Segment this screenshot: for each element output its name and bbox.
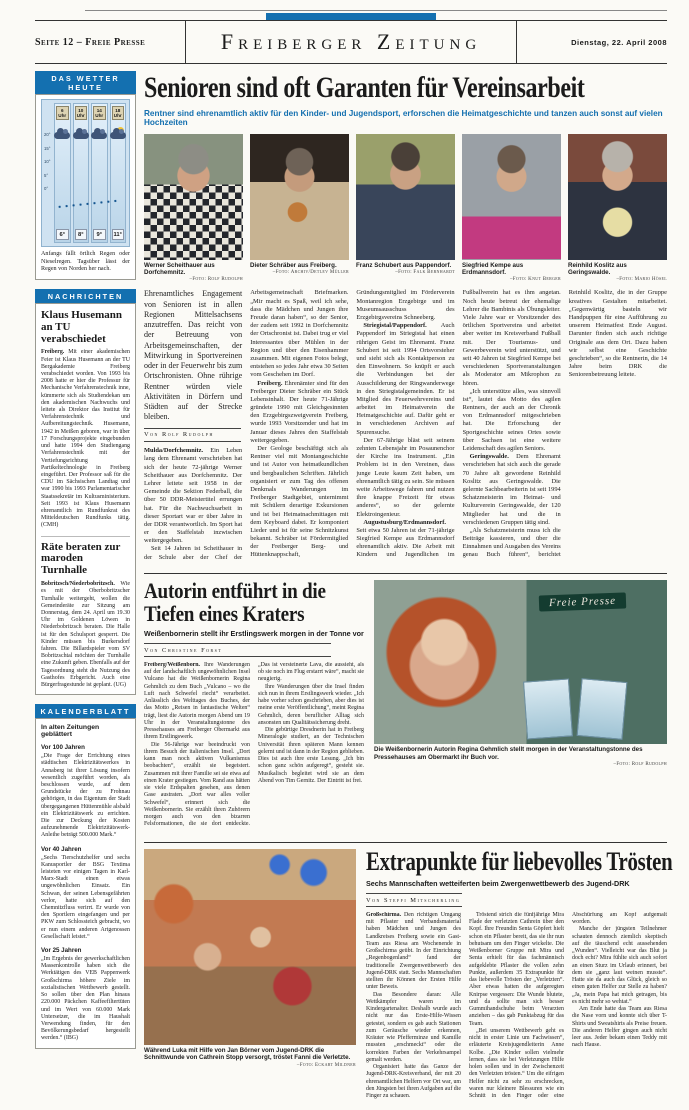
entry-heading: Vor 25 Jahren [41,947,82,955]
portrait-photo-schubert [356,134,455,260]
article-paragraph: Am Ende hatte das Team aus Riesa die Nase vorn und konnte sich über T-Shirts und Sweatshirts als Preise freuen. Die anderen Helfer gingen auch nicht leer aus. Jeder bekam einen Teddy mit nach Hause. [572,1006,667,1049]
top-rule [85,10,667,11]
photo-caption: Siegfried Kempe aus Erdmannsdorf. [462,261,524,277]
divider [41,536,130,537]
book-cover [523,679,573,740]
photo-credit: –Foto: Archiv/Detlev Müller [272,270,349,276]
article-paragraph: „Bei unserem Wettbewerb geht es nicht in erster Linie um Fachwissen“, erläuterte Kreisjugendleiterin Anne Kolbe. „Die Kinder sollen vielmehr lernen, dass sie bei Verletzungen Hilfe holen sollen und in der Zwischenzeit den Verletzten trösten.“ Um die eifrigen Helfer nicht zu sehr zu erschrecken, waren nur kleinere Blessuren wie ein Schnitt in den Finger oder eine Abschürfung am Kopf aufgemalt worden. [469,911,667,1100]
nachrichten-title: NACHRICHTEN [35,289,136,303]
scale-label: 20° [44,132,51,137]
photo-caption: Werner Scheithauer aus Dorfchemnitz. [144,261,215,277]
temp-value: 8° [75,229,88,240]
time-label: 18 Uhr [112,106,125,120]
author-byline: Von Steffi Mitscherling [366,893,462,907]
page-info: Seite 12 – Freie Presse [35,36,146,48]
brief-article [41,310,130,530]
author-photo [374,580,667,744]
portrait-photo-scheithauer [144,134,243,260]
photo-credit: –Foto: Mario Hösel [616,277,667,283]
masthead-accent-bar [266,13,436,20]
entry-text: „Sechs Tierschutzhelfer und sechs Kanusportler der BSG Textima leisteten vor einigen Tagen in Karl-Marx-Stadt einen etwas ungewöhnlichen Einsatz. Ein Schwan, der seinen Lebensgefährten verlor, hatte sich auf den Chemnitzfluss verirrt. Er wurde von den Sportlern eingefangen und per PKW zum Schlossteich gebracht, wo er nun einem anderen Artgenossen Gesellschaft leistet.“ [41,854,130,940]
kids-photo [144,849,356,1045]
scale-label: 15° [44,145,51,151]
article-paragraph: „Als Schatzmeisterin muss ich die Beiträge kassieren, und über die Einnahmen und Ausgaben des Vereins genau Buch führen“, berichtet Reinhild Koslitz, die in der Gruppe kreatives Gestalten mitarbeitet. „Gegenwärtig basteln wir Handpuppen für eine Aufführung zu unserem Heimatfest Ende August. Darunter finden sich auch richtige Originale aus dem Ort. Dazu haben wir selbst eine Geschichte geschrieben“, so die Rentnerin, die 14 Jahre beim DRK die Seniorenbetreuung leitete. [462,289,667,559]
article-paragraph: Ihre Wanderungen über die Insel finden sich nun in ihrem Erstlingswerk wieder. „Ich habe vorher schon geschrieben, aber dies ist meine erste Veröffentlichung“, meint Regina Gehmlich, deren beruflicher Alltag sich ansonsten um Qualitätssicherung dreht. [258,683,364,726]
time-label: 6 Uhr [56,106,69,120]
temperature-scale [44,132,51,191]
masthead-center [185,21,517,63]
photo-credit: –Foto: Rolf Rudolph [189,277,243,283]
kalenderblatt-title: KALENDERBLATT [35,704,136,718]
photo-caption: Reinhild Koslitz aus Geringswalde. [568,261,627,277]
photo-caption: Franz Schubert aus Pappendorf. [356,261,452,269]
entry-heading: Vor 40 Jahren [41,845,82,853]
photo-credit: –Foto: Rolf Rudolph [613,762,667,768]
krater-article-body [144,662,364,834]
kalenderblatt [35,704,136,1048]
author-photo-figure [374,580,667,833]
portrait-figure [462,134,561,283]
krater-subhead: Weißenbornerin stellt ihr Erstlingswerk morgen in der Tonne vor [144,629,364,639]
weather-slot-14uhr [91,103,108,243]
article-paragraph: Tröstend strich die fünfjährige Mira Flade der verletzten Cathrein über den Kopf. Ihre Freundin Senta Göpfert hielt schon ein Pflaster bereit, das sie ihr nun behutsam um den Finger wickelte. Die Weißenborner Gruppe mit Mira und Senta erhielt für das fachmännisch aufgeklebte Pflaster die vollen zehn Punkte, außerdem 35 Extrapunkte für das liebevolle Trösten der „Verletzten“. Aber etwas hatten die aufgeregten Knirpse vergessen: Die Wunde blutete, und da sollte man sich besser Gummihandschuhe beim Verarzten anziehen – das gab Punktabzug für das Team. [469,911,564,1027]
article-paragraph: Freiberg. Ehrenämter sind für den Freiberger Dieter Schräber ein Stück Lebensinhalt. Der heute 71-Jährige gründete 1990 mit Gleichgesinnten den Erzgebirgszweigverein Freiberg, wurde 1993 Vorsitzender und hat im Januar dieses Jahres den Staffelstab weitergegeben. [250,379,349,444]
portrait-figure [144,134,243,283]
cloud-rain-icon [74,120,89,146]
portrait-figure [356,134,455,283]
main-article-body [144,289,667,565]
krater-section [144,573,667,833]
author-byline: Von Rolf Rudolph [144,428,241,443]
book-cover [577,679,628,741]
photo-caption: Dieter Schräber aus Freiberg. [250,261,337,269]
author-byline: Von Christine Forst [144,643,331,657]
photo-caption: Die Weißenbornerin Autorin Regina Gehmlich stellt morgen in der Veranstaltungstonne des Pressehauses am Obermarkt ihr Buch vor. [374,746,643,761]
article-paragraph: Der Geologe beschäftigt sich als Rentner viel mit Montangeschichte und ist Autor von heimatkundlichen und bergbaulichen Schriften. Jährlich organisiert er zum Tag des offenen Denkmals Wanderungen im Freiberger Stadtgebiet, unternimmt mit Schülern derartige Exkursionen und ist bei Heimatnachmittagen mit dem Keyboard dabei. Er komponiert Lieder und ist für seine Schnitzkunst bekannt. Schräber ist Fördermitglied der Freiberger Berg- und Hüttenknappschaft, Gründungsmitglied im Förderverein Montanregion Erzgebirge und im Museumsausschuss des Erzgebirgsvereins Schneeberg. [250,289,455,559]
weather-box [35,71,136,280]
troesten-section [144,842,673,1110]
troesten-article-body [366,912,667,1110]
weather-slot-10uhr [73,103,90,243]
sidebar [35,71,136,1110]
article-paragraph: Die 56-Jährige war beeindruckt von ihrem Besuch der italienischen Insel. „Dort kann man noch aktiven Vulkanismus beobachten“, erzählt sie begeistert. Zusammen mit ihrer Familie sei sie etwa auf einen Krater gestiegen. Vom Rand aus hätten sie viele Erdspalten gesehen, aus denen Gase austraten. „Dort war alles voller Schwefel“, erinnert sich die Weißenbornerin. Sie erzählt ihren Zuhörern morgen auch von den bizarren Felsformationen, die sie dort entdeckte. „Das ist versteinerte Lava, die aussieht, als ob sie noch im Flug erstarrt wäre“, macht sie neugierig. [144,661,364,828]
newspaper-title: Freiberger Zeitung [220,29,482,54]
temp-value: 11° [112,229,125,240]
article-paragraph: „Ich unterstütze alles, was sinnvoll ist“, lautet das Motto des agilen Rentners, der auch an der Chronik von Erdmannsdorf mitgeschrieben hat. Die Erforschung der Sportgeschichte seines Ortes sowie über Sachsen ist eine weitere Leidenschaft des agilen Seniors. [462,387,561,453]
scale-label: 0° [44,186,49,191]
portrait-figure [568,134,667,283]
photo-caption: Während Luka mit Hilfe von Jan Börner vom Jugend-DRK die Schnittwunde von Cathrein Stopp versorgt, tröstet Fanni die Verletzte. [144,1046,351,1062]
article-lead: Ehrenamtliches Engagement von Senioren ist in allen Regionen Mittelsachsens anzutreffen. Das reicht von der Betreuung von Arbeitsgemeinschaften, der Mitwirkung in Sportvereinen oder in der Feuerwehr bis zum Ortschronisten. Ohne rührige Rentner würden viele Aktivitäten in Dörfern und Städten auf der Strecke bleiben. [144,289,243,422]
entry-text: „Die Frage der Errichtung eines städtischen Elektrizitätswerkes in Annaberg ist ihrer Lösung insofern wesentlich zugeführt worden, als beschlossen wurde, auf dem Grundstücke der zu Frohnau gehörigen, in das Eigentum der Stadt übergegangenen Hüttenmühle alsbald ein Elektrizitätswerk zu errichten. Die zur Deckung der Kosten aufzunehmende Elektrizitätswerk-Anleihe beträgt 500.000 Mark.“ [41,753,130,839]
main-column [144,71,673,1110]
temp-value: 9° [93,229,106,240]
entry-heading: Vor 100 Jahren [41,744,85,752]
time-label: 10 Uhr [75,106,88,120]
article-paragraph: Großschirma. Den richtigen Umgang mit Pflaster und Verbandsmaterial haben Mädchen und Jungen des Landkreises Freiberg sowie ein Gast-Team aus Riesa am Wochenende in Großschirma geübt. In der Einrichtung „Regenbogenland“ fand der traditionelle Zwergenwettbewerb des Jugend-DRK statt. Sechs Mannschaften stellten ihr Können der Ersten Hilfe unter Beweis. [366,911,461,991]
weather-title: DAS WETTER HEUTE [35,71,136,94]
entry-text: „Im Ergebnis der gewerkschaftlichen Massenkontrolle haben sich die Werktätigen des VEB Pappenwerk Großschirma höhere Ziele im sozialistischen Wettbewerb gestellt. So sollen über den Plan hinaus 220.000 Päckchen Kaffeefiltertüten und im Wert von 60.000 Mark Untersetzer, die im Haushalt Verwendung finden, für den Bevölkerungsbedarf hergestellt werden.“ (IBG) [41,956,130,1042]
scale-label: 5° [44,172,49,178]
article-paragraph: Seit 14 Jahren ist Scheithauer in der Schule aber der Chef der Arbeitsgemeinschaft Briefmarken. „Mir macht es Spaß, weil ich sehe, dass die Mädchen und Jungen ihre Freude daran haben“, so der Senior, der zudem seit 1992 in Dorfchemnitz der Ortschronist ist. Dabei trug er viel Interessantes über Mühlen in der Region und über den Eisenhammer zusammen. Mit eigenen Fotos belegt, entstehen so jedes Jahr etwa 30 Seiten vom Geschehen im Dorf. [144,289,349,561]
article-paragraph: Organisiert hatte das Ganze der Jugend-DRK-Kreisverband, der mit 20 ehrenamtlichen Helfern vor Ort war, um den Jüngsten bei ihren Aufgaben auf die Finger zu schauen. [366,1064,461,1100]
kalender-entry [41,744,130,839]
portrait-row [144,134,667,283]
masthead [35,20,667,64]
photo-credit: –Foto: Eckart Mildner [296,1062,356,1068]
cloud-rain-icon [55,120,70,146]
article-paragraph: Das Besondere daran: Alle Wettkämpfer waren im Kindergartenalter. Deshalb wurde auch nicht nur das Erste-Hilfe-Wissen getestet, sondern es gab auch Stationen zum Geräusche wieder erkennen, Kräuter wie Pfefferminze und Kamille mussten „erschmeckt“ oder die korrekten Farben der Verkehrsampel gemalt werden. [366,991,461,1063]
article-paragraph: Freiberg/Weißenborn. Ihre Wanderungen auf der landschaftlich ungewöhnlichen Insel Vulcano hat die Weißenbornerin Regina Gehmlich zu dem Buch „Vulcano – wo die Luft nach Schwefel riecht“ verarbeitet. Anlässlich des Welttages des Buches, der das Motto „Reisen in fantastische Welten“ trägt, liest die Autorin morgen Abend um 19 Uhr in der Veranstaltungstonne des Pressehauses am Freiberger Obermarkt aus ihrem Erstlingswerk. [144,661,250,741]
kids-photo-figure [144,849,356,1110]
article-paragraph: Geringswalde. Dem Ehrenamt verschrieben hat sich auch die gerade 70 Jahre alt gewordene Reinhild Koslitz aus Geringswalde. Die gelernte Sachbearbeiterin ist seit 1994 Schatzmeisterin im Heimat- und Kulturverein Geringswalde, der 120 Mitglieder hat und die in verschiedenen Gruppen tätig sind. [462,453,561,526]
portrait-photo-schraeber [250,134,349,260]
portrait-photo-koslitz [568,134,667,260]
article-paragraph: Die gebürtige Dresdnerin hat in Freiberg Mineralogie studiert, an der Technischen Universität ihren späteren Mann kennen gelernt und ist dann in der Region geblieben. Dies ist auch ihre erste Lesung. „Ich bin schon ganz schön aufgeregt“, gesteht sie. Musikalisch begleitet wird sie an dem Abend von Tim Gernitz. Der Eintritt ist frei. [258,727,364,784]
brief-article [41,542,130,690]
freie-presse-sign: Freie Presse [539,592,627,611]
kalender-entry [41,947,130,1042]
photo-credit: –Foto: Knut Berger [510,277,561,283]
main-headline: Senioren sind oft Garanten für Vereinsarbeit [144,71,585,104]
article-paragraph: Der 67-Jährige bläst seit seinem zehnten Lebensjahr im Posaunenchor der Kirche ins Instrument. „Ein Problem ist in den Vereinen, dass junge Leute kaum Zeit haben, um ehrenamtlich tätig zu sein. Sie müssen weite Arbeitswege fahren und nutzen ihre knappe Freizeit für etwas anderes“, so der gelernte Elektroingenieur. [356,436,455,518]
article-paragraph: Mulda/Dorfchemnitz. Ein Leben lang dem Ehrenamt verschrieben hat sich der heute 72-jährige Werner Scheithauer aus Dorfchemnitz. Der Lehrer leitete seit 1958 in der Gemeinde die Sektion Federball, die über 50 DDR-Meistertitel errungen hat. Für die Nachwuchsarbeit in dieser Sportart war er über Jahre in der DDR verantwortlich. Im Sport hat er den Staffelstab inzwischen weitergegeben. [144,447,243,545]
article-paragraph: Augustusburg/Erdmannsdorf. Seit etwa 50 Jahren ist der 71-jährige Siegfried Kempe aus Erdmannsdorf ehrenamtlich aktiv. Die Arbeit mit Kindern und Jugendlichen im Fußballverein hat es ihm angetan. Noch heute betreut der ehemalige Lehrer die Bambinis als Übungsleiter. Viele Jahre war er Vorsitzender des örtlichen Sportvereins und arbeitet aber weiter im Kreisverband Fußball mit. Der Tourismus- und Gewerbeverein wird unterstützt, und seit 40 Jahren ist Siegfried Kempe bei verschiedenen Sportveranstaltungen als Moderator am Mikrophon zu hören. [356,289,561,559]
article-paragraph: Manche der jüngsten Teilnehmer schauten dennoch ziemlich skeptisch auf die täuschend echt aussehenden „Wunden“. Vielleicht war das Blut ja doch echt? Mira fühlte sich auch sofort an einen Sturz im Urlaub erinnert, bei dem sie „ganz laut weinen musste“. Hatte sie da auch das Glück, gleich so einen guten Helfer zur Stelle zu haben? „Ja, mein Papa hat mich getragen, bis es nicht mehr so wehtat.“ [572,926,667,1005]
portrait-photo-kempe [462,134,561,260]
portrait-figure [250,134,349,283]
krater-headline: Autorin entführt in die Tiefen eines Kraters [144,578,326,626]
photo-credit: –Foto: Falk Bernhardt [395,270,455,276]
troesten-headline: Extrapunkte für liebevolles Trösten [366,846,673,876]
brief-headline: Räte beraten zur maroden Turnhalle [41,540,121,577]
cloud-sun-icon [111,120,126,146]
article-paragraph: Striegistal/Pappendorf. Auch Pappendorf im Striegistal hat einen rührigen Geist im Ehrenamt. Franz Schubert ist seit 1994 Ortsvorsteher und sieht sich als Kontaktperson zu den Einwohnern. So knüpft er auch die Verbindungen bei der Ausschilderung der Ringwanderwege in den Striegistalgemeinden. Er ist Mitglied des Feuerwehrvereins und arbeitet im Heimatverein die Heimatgeschichte auf. Dafür geht er in verschiedenen Archiven auf Spurensuche. [356,322,455,436]
kalenderblatt-intro: In alten Zeitungen geblättert [41,724,100,739]
main-deck: Rentner sind ehrenamtlich aktiv für den Kinder- und Jugendsport, erforschen die Heimatgeschichte und tanzen auch sonst auf vielen Hochzeiten [144,108,663,127]
weather-chart [41,99,130,247]
brief-headline: Klaus Husemann an TU verabschiedet [41,308,122,345]
weather-caption: Anfangs fällt örtlich Regen oder Nieselregen. Tagsüber lässt der Regen von Norden her nach. [41,251,130,273]
brief-text: Bobritzsch/Niederbobritzsch. Wie es mit der Oberbobritzscher Turnhalle weitergeht, wollen die Gemeinderäte zur Sitzung am Donnerstag, dem 24. April um 19.30 Uhr im Goldenen Löwen in Niederbobritzsch beraten. Die Halle ist für den Schulsport gesperrt. Die Kinder müssen bis Burkersdorf fahren. Die Billardspieler vom SV Bobritzschtal möchten der Turnhalle eine Zukunft geben. Ebenfalls auf der Tagesordnung steht die Nutzung des Gasthofes Erbgericht. Auch eine Bürgerfragestunde ist geplant. (UG) [41,581,130,688]
troesten-subhead: Sechs Mannschaften wetteiferten beim Zwergenwettbewerb des Jugend-DRK [366,879,630,889]
time-label: 14 Uhr [93,106,106,120]
brief-text: Freiberg. Mit einer akademischen Feier ist Klaus Husemann an der TU Bergakademie Freiberg verabschiedet worden. Von 1993 bis 2008 hatte er hier die Professur für Mechanische Verfahrenstechnik inne, kümmerte sich als Studiendekan um den akademischen Nachwuchs und leitete als Direktor das Institut für Verfahrenstechnik und Aufbereitungstechnik. Husemann, 1942 in Meißen geboren, war in über 17 Forschungsprojekte eingebunden und hatte 1994 den Studiengang Verfahrenstechnik mit der Vertiefungsrichtung Partikeltechnologie in Freiberg eingeführt. Der Professor saß für die CDU im Sächsischen Landtag und war 1990 bis 1993 Parlamentarischer Staatssekretär im Kultusministerium. Seit 1993 ist Klaus Husemann ehrenamtlich im Rundfunkrat des Mitteldeutschen Rundfunks tätig. (CMH) [41,349,130,529]
weather-slot-6uhr [54,103,71,243]
issue-date: Dienstag, 22. April 2008 [571,37,667,47]
cloud-rain-icon [92,120,107,146]
scale-label: 10° [44,159,51,164]
news-briefs [35,289,136,695]
kalender-entry [41,846,130,941]
temp-value: 6° [56,229,69,240]
weather-slot-18uhr [110,103,127,243]
